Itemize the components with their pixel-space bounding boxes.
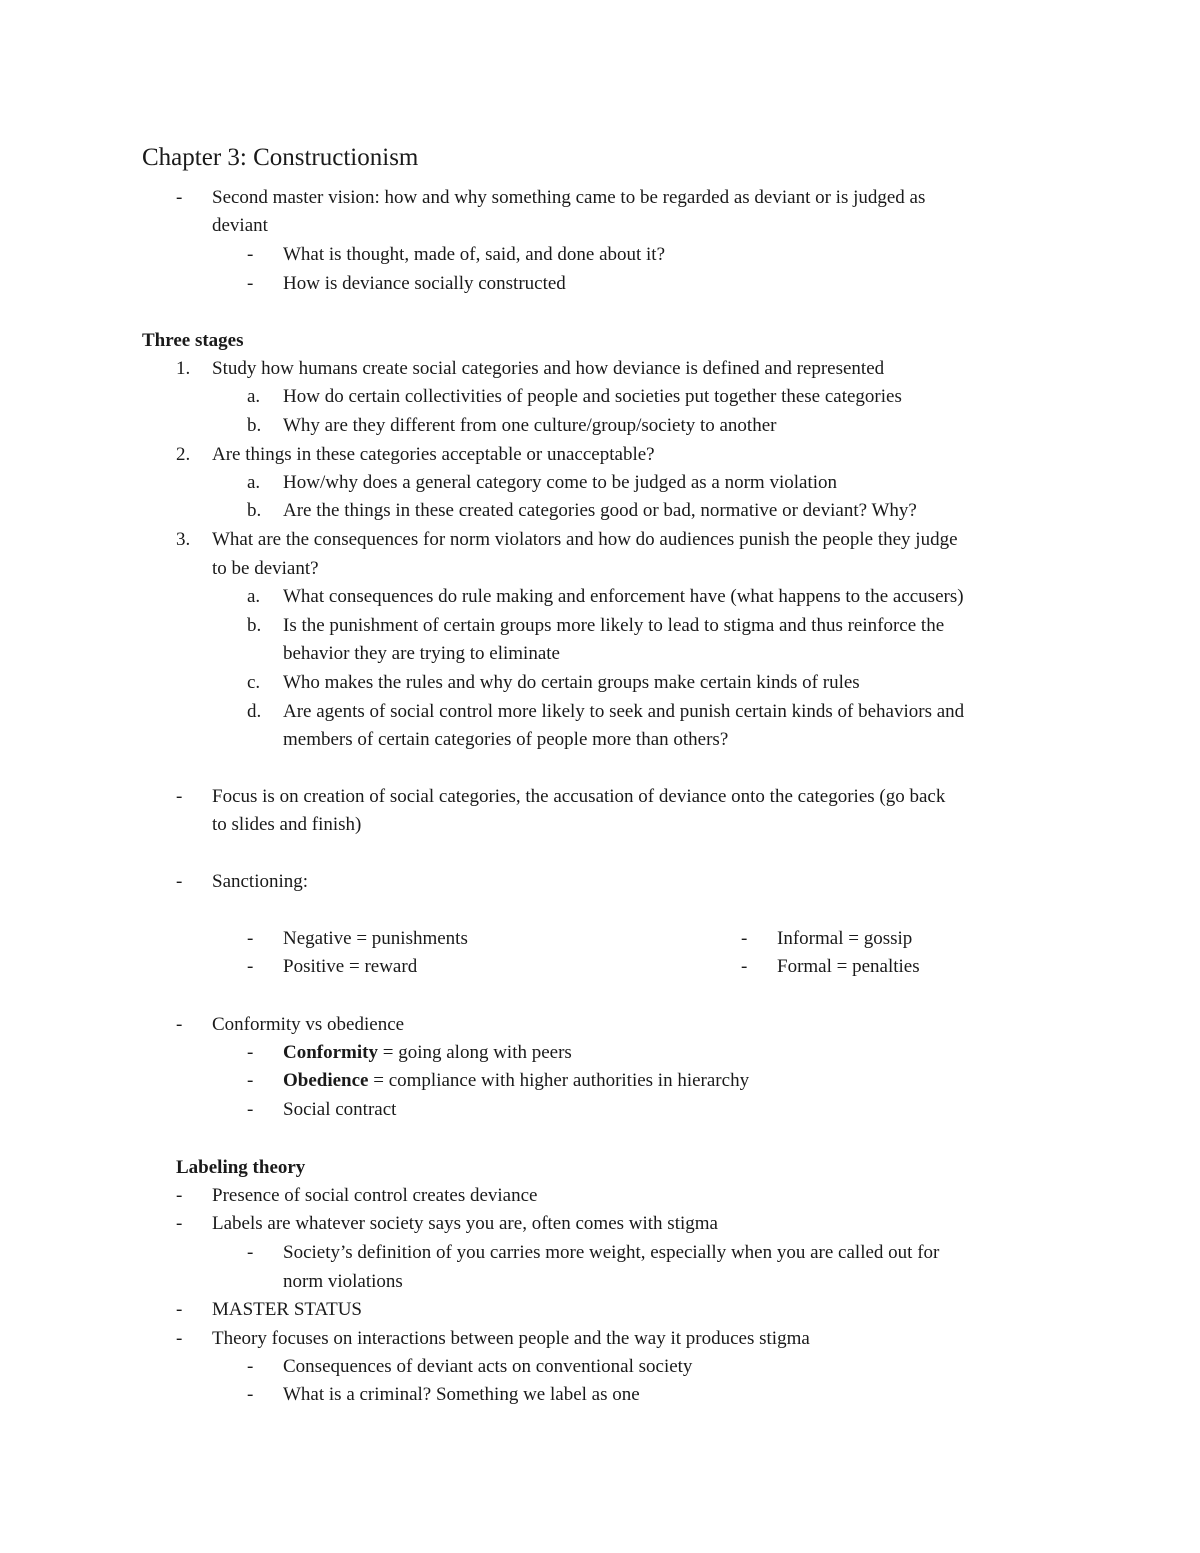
intro-line-1: Second master vision: how and why something came to be regarded as deviant or is judged as <box>212 187 926 208</box>
section-heading-labeling-theory: Labeling theory <box>176 1157 306 1178</box>
stage-3c-text: Who makes the rules and why do certain groups make certain kinds of rules <box>283 672 860 693</box>
bullet-dash: - <box>176 1213 183 1234</box>
stage-2-text: Are things in these categories acceptable or unacceptable? <box>212 444 655 465</box>
list-marker: 2. <box>176 444 191 465</box>
bullet-dash: - <box>247 956 254 977</box>
labeling-point-2: Labels are whatever society says you are, often comes with stigma <box>212 1213 718 1234</box>
stage-3-text-line-1: What are the consequences for norm violators and how do audiences punish the people they judge <box>212 529 958 550</box>
stage-3b-text-line-1: Is the punishment of certain groups more likely to lead to stigma and thus reinforce the <box>283 615 945 636</box>
bullet-dash: - <box>247 1242 254 1263</box>
stage-1a-text: How do certain collectivities of people and societies put together these categories <box>283 386 902 407</box>
list-marker: 3. <box>176 529 191 550</box>
stage-1-text: Study how humans create social categories and how deviance is defined and represented <box>212 358 885 379</box>
stage-3b-text-line-2: behavior they are trying to eliminate <box>283 643 560 664</box>
bullet-dash: - <box>247 1042 254 1063</box>
bullet-dash: - <box>247 1356 254 1377</box>
section-heading-three-stages: Three stages <box>142 330 244 351</box>
bullet-dash: - <box>176 1299 183 1320</box>
bullet-dash: - <box>176 1328 183 1349</box>
stage-3d-text-line-1: Are agents of social control more likely to seek and punish certain kinds of behaviors and <box>283 701 965 722</box>
focus-line-2: to slides and finish) <box>212 814 362 835</box>
sanction-positive: Positive = reward <box>283 956 418 977</box>
bullet-dash: - <box>176 786 183 807</box>
obedience-definition <box>283 1067 749 1095</box>
social-contract: Social contract <box>283 1099 397 1120</box>
bullet-dash: - <box>247 1384 254 1405</box>
list-marker: b. <box>247 500 262 521</box>
conformity-definition-text: = going along with peers <box>377 1042 572 1063</box>
stage-3a-text: What consequences do rule making and enforcement have (what happens to the accusers) <box>283 586 964 607</box>
bullet-dash: - <box>176 187 183 208</box>
sanction-informal: Informal = gossip <box>777 928 913 949</box>
stage-2b-text: Are the things in these created categories good or bad, normative or deviant? Why? <box>283 500 917 521</box>
stage-1b-text: Why are they different from one culture/group/society to another <box>283 415 777 436</box>
bullet-dash: - <box>247 1070 254 1091</box>
bullet-dash: - <box>247 273 254 294</box>
bullet-dash: - <box>176 1185 183 1206</box>
bullet-dash: - <box>176 871 183 892</box>
labeling-point-4-sub-1: Consequences of deviant acts on conventional society <box>283 1356 693 1377</box>
list-marker: a. <box>247 586 261 607</box>
sanction-negative: Negative = punishments <box>283 928 468 949</box>
intro-line-2: deviant <box>212 215 268 236</box>
conformity-definition <box>283 1039 572 1067</box>
bullet-dash: - <box>741 956 748 977</box>
conformity-label: Conformity vs obedience <box>212 1014 405 1035</box>
labeling-point-1: Presence of social control creates deviance <box>212 1185 538 1206</box>
list-marker: a. <box>247 472 261 493</box>
bullet-dash: - <box>247 1099 254 1120</box>
focus-line-1: Focus is on creation of social categories, the accusation of deviance onto the categories (go back <box>212 786 946 807</box>
stage-3d-text-line-2: members of certain categories of people more than others? <box>283 729 729 750</box>
stage-3-text-line-2: to be deviant? <box>212 558 319 579</box>
bullet-dash: - <box>247 244 254 265</box>
term-obedience: Obedience <box>283 1070 369 1091</box>
sanctioning-label: Sanctioning: <box>212 871 309 892</box>
list-marker: a. <box>247 386 261 407</box>
list-marker: d. <box>247 701 262 722</box>
bullet-dash: - <box>247 928 254 949</box>
bullet-dash: - <box>741 928 748 949</box>
labeling-point-2-sub-line-1: Society’s definition of you carries more weight, especially when you are called out for <box>283 1242 940 1263</box>
page-title: Chapter 3: Constructionism <box>142 144 419 171</box>
sanction-formal: Formal = penalties <box>777 956 920 977</box>
list-marker: 1. <box>176 358 191 379</box>
intro-sub-2: How is deviance socially constructed <box>283 273 566 294</box>
intro-sub-1: What is thought, made of, said, and done about it? <box>283 244 666 265</box>
labeling-point-4: Theory focuses on interactions between people and the way it produces stigma <box>212 1328 810 1349</box>
bullet-dash: - <box>176 1014 183 1035</box>
list-marker: b. <box>247 615 262 636</box>
labeling-point-4-sub-2: What is a criminal? Something we label as one <box>283 1384 640 1405</box>
list-marker: b. <box>247 415 262 436</box>
stage-2a-text: How/why does a general category come to be judged as a norm violation <box>283 472 837 493</box>
list-marker: c. <box>247 672 261 693</box>
term-conformity: Conformity <box>283 1042 378 1063</box>
labeling-point-3: MASTER STATUS <box>212 1299 362 1320</box>
obedience-definition-text: = compliance with higher authorities in hierarchy <box>368 1070 750 1091</box>
labeling-point-2-sub-line-2: norm violations <box>283 1271 403 1292</box>
